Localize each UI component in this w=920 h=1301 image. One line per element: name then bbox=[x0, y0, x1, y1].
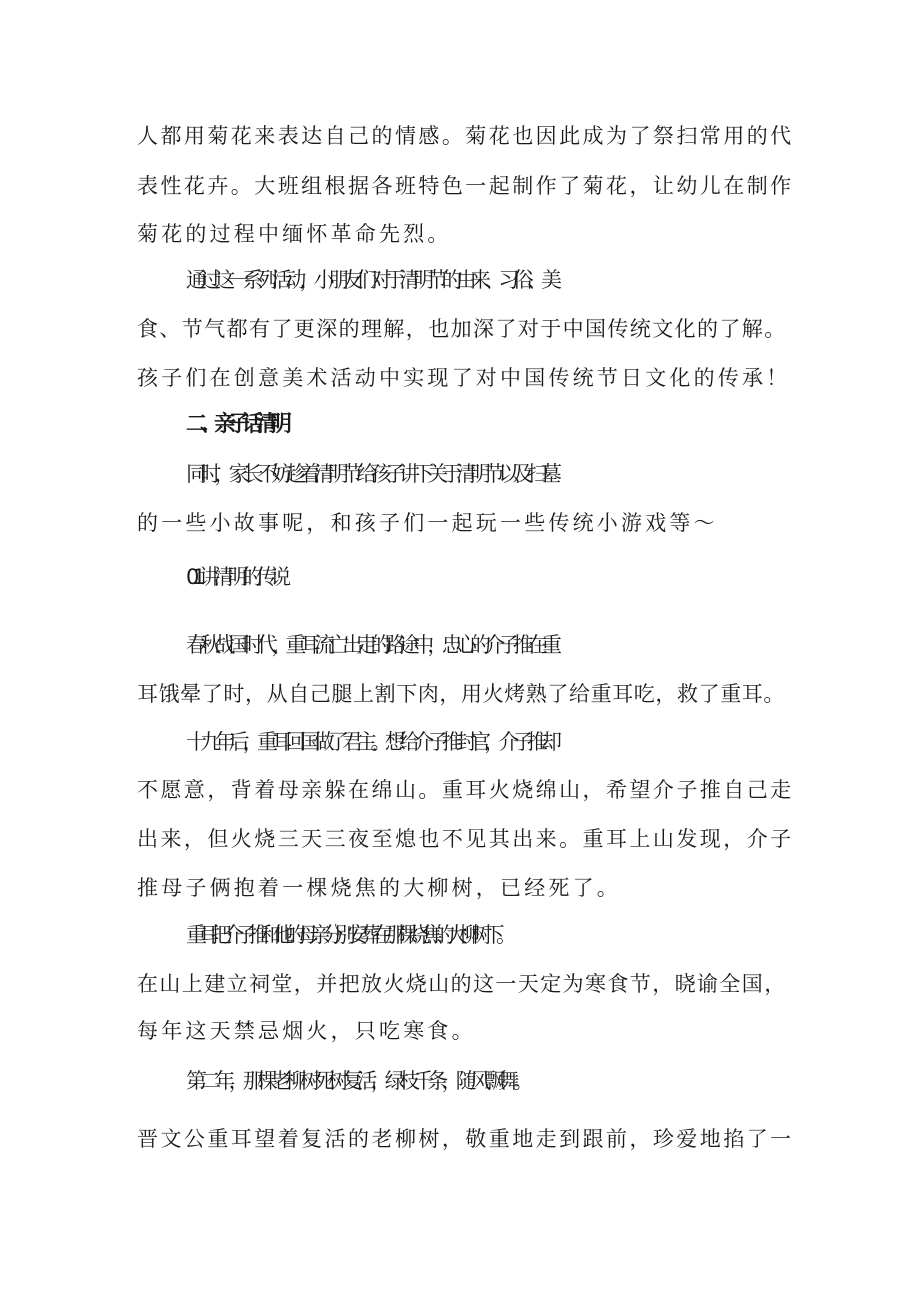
text-line: 耳饿晕了时，从自己腿上割下肉，用火烤熟了给重耳吃，救了重耳。 bbox=[137, 682, 785, 706]
text-line: 菊花的过程中缅怀革命先烈。 bbox=[137, 222, 452, 246]
text-line: 在山上建立祠堂，并把放火烧山的这一天定为寒食节，晓谕全国， bbox=[137, 972, 787, 996]
text-line: 出来，但火烧三天三夜至熄也不见其出来。重耳上山发现，介子 bbox=[137, 827, 794, 851]
text-line: 晋文公重耳望着复活的老柳树，敬重地走到跟前，珍爱地掐了一 bbox=[137, 1127, 794, 1151]
subheading: 01讲清明的传说 bbox=[186, 565, 285, 589]
text-line: 食、节气都有了更深的理解，也加深了对于中国传统文化的了解。 bbox=[137, 317, 787, 341]
text-line: 表性花卉。大班组根据各班特色一起制作了菊花，让幼儿在制作 bbox=[137, 174, 794, 198]
text-line: 孩子们在创意美术活动中实现了对中国传统节日文化的传承！ bbox=[137, 366, 791, 390]
text-line: 推母子俩抱着一棵烧焦的大柳树，已经死了。 bbox=[137, 876, 621, 900]
text-line: 第二年，那棵老柳树死树复活，绿枝千条，随风飘舞。 bbox=[186, 1069, 527, 1093]
text-line: 通过这一系列活动，小朋友们对于清明节的由来、习俗、美 bbox=[186, 268, 556, 292]
text-line: 同时，家长不妨趁着清明节给孩子讲下关于清明节以及扫墓 bbox=[186, 462, 556, 486]
text-line: 春秋战国时代，重耳流亡出走的路途中，忠心的介子推在重 bbox=[186, 633, 556, 657]
text-line: 每年这天禁忌烟火，只吃寒食。 bbox=[137, 1019, 476, 1043]
text-line: 的一些小故事呢，和孩子们一起玩一些传统小游戏等～ bbox=[137, 511, 718, 535]
section-heading: 二、亲子话清明 bbox=[186, 412, 285, 437]
text-line: 不愿意，背着母亲躲在绵山。重耳火烧绵山，希望介子推自己走 bbox=[137, 778, 794, 802]
text-line: 人都用菊花来表达自己的情感。菊花也因此成为了祭扫常用的代 bbox=[137, 124, 794, 148]
text-line: 重耳把介子推和他的母亲分别安葬在那棵烧焦的大柳树下。 bbox=[186, 923, 509, 947]
text-line: 十九年后，重耳回国做了君主。想给介子推封官，介子推却 bbox=[186, 730, 556, 754]
